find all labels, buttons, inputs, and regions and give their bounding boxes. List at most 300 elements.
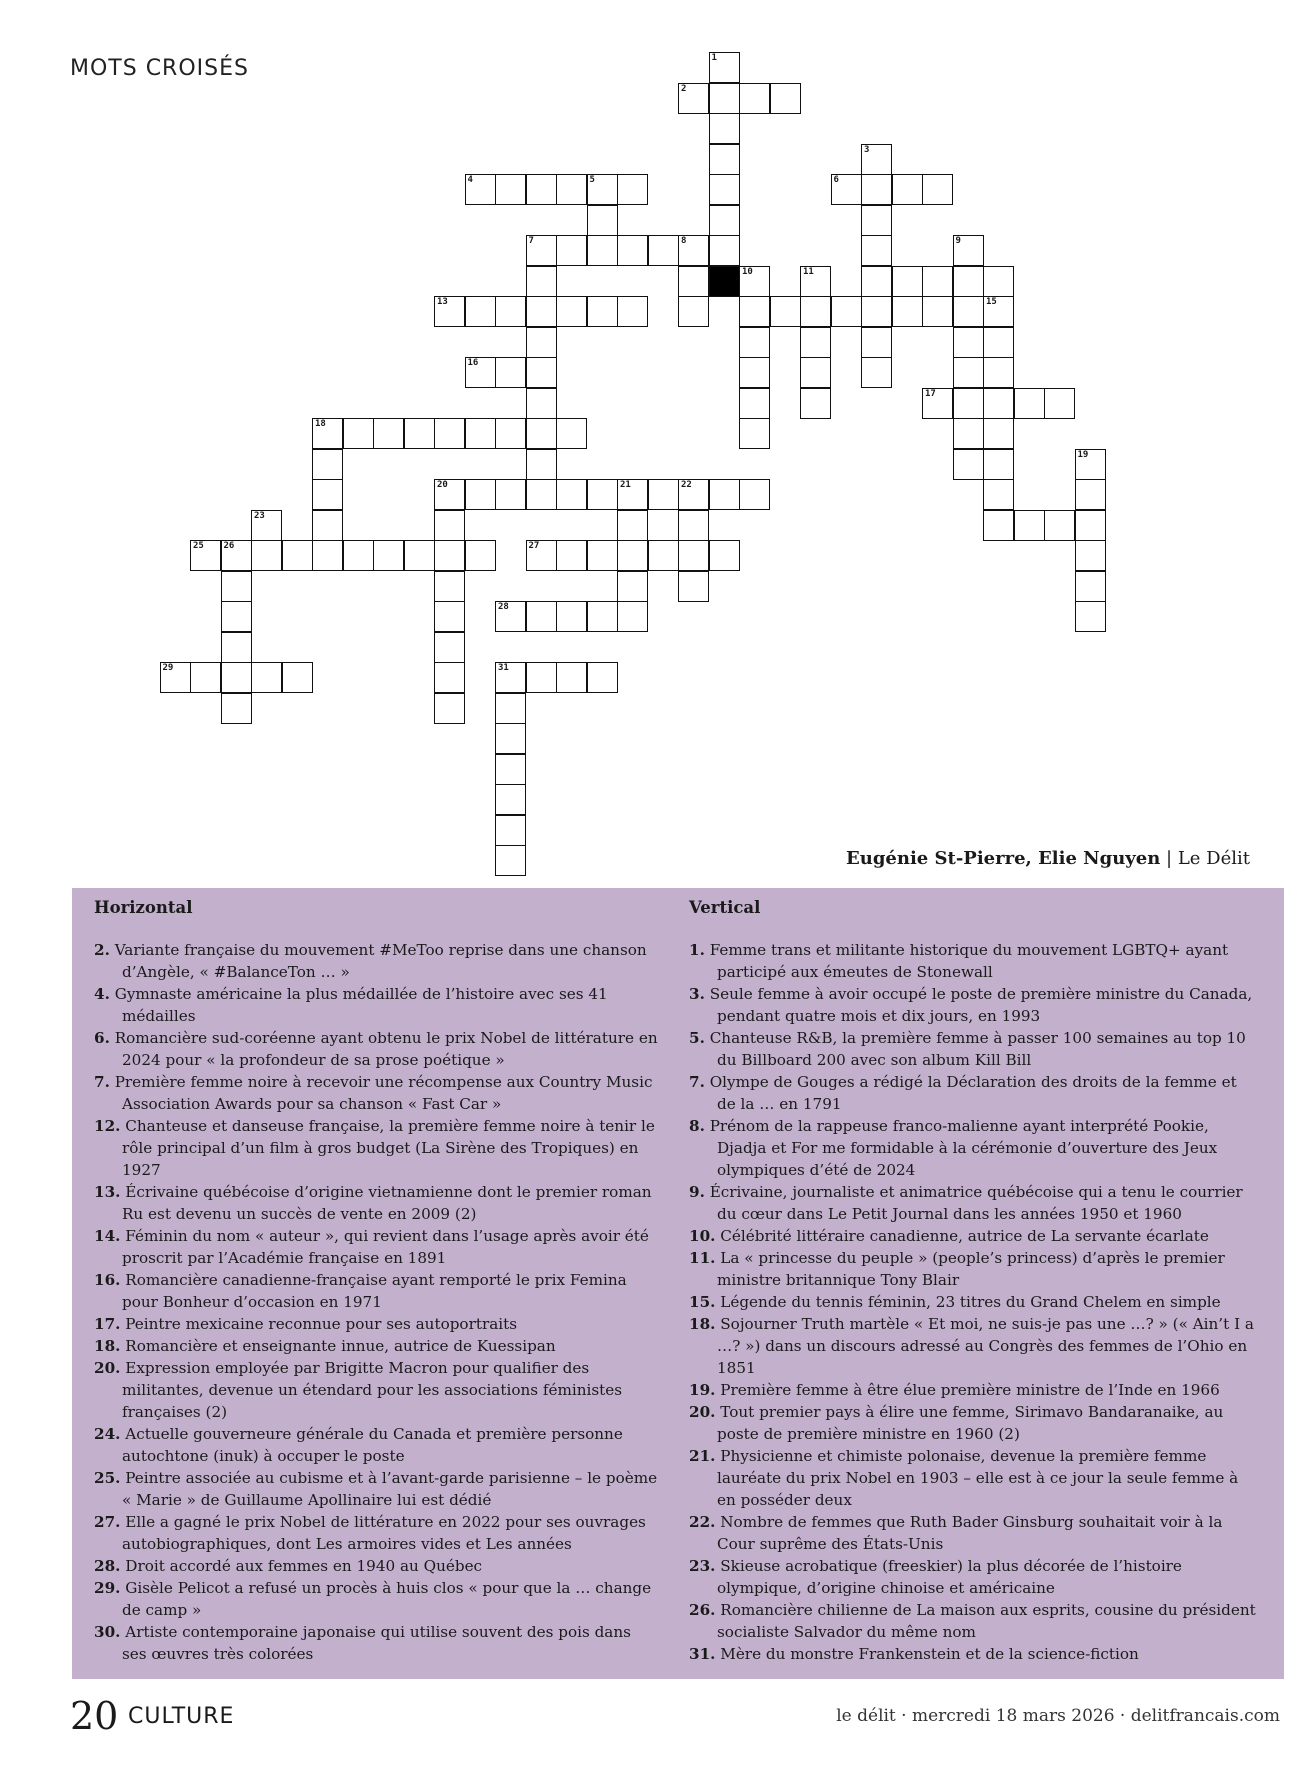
crossword-cell[interactable]: [678, 266, 709, 297]
crossword-cell[interactable]: [190, 662, 221, 693]
crossword-cell[interactable]: [617, 235, 648, 266]
crossword-cell[interactable]: [556, 235, 587, 266]
crossword-cell-27[interactable]: [526, 540, 557, 571]
horizontal-clue: [94, 1269, 659, 1313]
crossword-cell-29[interactable]: [160, 662, 191, 693]
clue-num: 9.: [689, 1183, 705, 1201]
crossword-cell[interactable]: [556, 174, 587, 205]
crossword-cell[interactable]: [953, 388, 984, 419]
clue-text: Sojourner Truth martèle « Et moi, ne suis-je pas une …? » (« Ain’t I a …? ») dans un discours adressé au Congrès des femmes de l’Ohio en 1851: [717, 1315, 1254, 1377]
crossword-cell[interactable]: [404, 418, 435, 449]
clue-num: 24.: [94, 1425, 121, 1443]
clue-num: 23.: [689, 1557, 716, 1575]
crossword-cell[interactable]: [861, 357, 892, 388]
crossword-grid: [0, 0, 1316, 890]
crossword-cell[interactable]: [1044, 510, 1075, 541]
clue-text: Chanteuse et danseuse française, la première femme noire à tenir le rôle principal d’un film à gros budget (La Sirène des Tropiques) en 1927: [122, 1117, 655, 1179]
crossword-cell[interactable]: [526, 327, 557, 358]
crossword-cell[interactable]: [221, 601, 252, 632]
horizontal-clue: [94, 1423, 659, 1467]
crossword-cell[interactable]: [709, 174, 740, 205]
clue-text: Première femme à être élue première ministre de l’Inde en 1966: [720, 1381, 1220, 1399]
crossword-cell[interactable]: [495, 296, 526, 327]
clue-number: 9: [955, 236, 961, 246]
crossword-cell[interactable]: [587, 601, 618, 632]
crossword-cell[interactable]: [434, 662, 465, 693]
crossword-cell[interactable]: [526, 357, 557, 388]
crossword-cell[interactable]: [221, 632, 252, 663]
crossword-cell[interactable]: [221, 571, 252, 602]
crossword-cell[interactable]: [526, 449, 557, 480]
clue-num: 22.: [689, 1513, 716, 1531]
crossword-cell[interactable]: [434, 693, 465, 724]
footer-section: CULTURE: [128, 1704, 235, 1729]
clue-text: Romancière canadienne-française ayant remporté le prix Femina pour Bonheur d’occasion en 1971: [122, 1271, 627, 1311]
crossword-cell[interactable]: [617, 174, 648, 205]
crossword-cell-23[interactable]: [251, 510, 282, 541]
crossword-cell[interactable]: [953, 357, 984, 388]
crossword-cell[interactable]: [495, 418, 526, 449]
credit-authors: Eugénie St-Pierre, Elie Nguyen: [846, 848, 1161, 869]
crossword-cell-21[interactable]: [617, 479, 648, 510]
crossword-cell-25[interactable]: [190, 540, 221, 571]
clue-text: Seule femme à avoir occupé le poste de première ministre du Canada, pendant quatre mois et dix jours, en 1993: [709, 985, 1253, 1025]
crossword-cell-20[interactable]: [434, 479, 465, 510]
clue-text: Skieuse acrobatique (freeskier) la plus décorée de l’histoire olympique, d’origine chinoise et américaine: [717, 1557, 1182, 1597]
section-title: MOTS CROISÉS: [70, 56, 249, 81]
crossword-cell-8[interactable]: [678, 235, 709, 266]
clue-text: Tout premier pays à élire une femme, Sirimavo Bandaranaike, au poste de première ministre en 1960 (2): [717, 1403, 1224, 1443]
crossword-cell[interactable]: [495, 479, 526, 510]
crossword-cell[interactable]: [861, 296, 892, 327]
crossword-cell-5[interactable]: [587, 174, 618, 205]
vertical-clue: [689, 1181, 1259, 1225]
clue-text: Première femme noire à recevoir une récompense aux Country Music Association Awards pour sa chanson « Fast Car »: [114, 1073, 653, 1113]
clue-num: 3.: [689, 985, 705, 1003]
clue-number: 15: [986, 297, 997, 307]
clue-text: Actuelle gouverneure générale du Canada et première personne autochtone (inuk) à occuper le poste: [122, 1425, 623, 1465]
clue-number: 1: [711, 53, 717, 63]
crossword-cell-16[interactable]: [465, 357, 496, 388]
horizontal-clue: [94, 1335, 659, 1357]
horizontal-title: Horizontal: [94, 898, 193, 917]
crossword-cell[interactable]: [861, 205, 892, 236]
crossword-cell[interactable]: [556, 418, 587, 449]
crossword-cell[interactable]: [556, 601, 587, 632]
crossword-cell-13[interactable]: [434, 296, 465, 327]
clue-text: La « princesse du peuple » (people’s princess) d’après le premier ministre britannique Tony Blair: [717, 1249, 1225, 1289]
clue-text: Chanteuse R&B, la première femme à passer 100 semaines au top 10 du Billboard 200 avec son album Kill Bill: [709, 1029, 1246, 1069]
clue-text: Gisèle Pelicot a refusé un procès à huis clos « pour que la … change de camp »: [122, 1579, 652, 1619]
clue-text: Olympe de Gouges a rédigé la Déclaration des droits de la femme et de la … en 1791: [709, 1073, 1237, 1113]
crossword-cell-9[interactable]: [953, 235, 984, 266]
vertical-clue: [689, 939, 1259, 983]
crossword-cell-22[interactable]: [678, 479, 709, 510]
footer-dateline: le délit · mercredi 18 mars 2026 · delitfrancais.com: [836, 1706, 1280, 1726]
clue-num: 21.: [689, 1447, 716, 1465]
crossword-cell[interactable]: [709, 540, 740, 571]
crossword-cell[interactable]: [495, 693, 526, 724]
crossword-cell[interactable]: [1075, 479, 1106, 510]
crossword-cell[interactable]: [861, 327, 892, 358]
crossword-cell[interactable]: [922, 174, 953, 205]
crossword-cell[interactable]: [343, 418, 374, 449]
vertical-clue: [689, 1401, 1259, 1445]
clue-num: 13.: [94, 1183, 121, 1201]
crossword-cell[interactable]: [312, 449, 343, 480]
crossword-cell[interactable]: [953, 449, 984, 480]
crossword-cell[interactable]: [312, 479, 343, 510]
clue-text: Féminin du nom « auteur », qui revient dans l’usage après avoir été proscrit par l’Académie française en 1891: [122, 1227, 649, 1267]
crossword-cell[interactable]: [983, 449, 1014, 480]
crossword-cell[interactable]: [739, 327, 770, 358]
clue-text: Romancière et enseignante innue, autrice de Kuessipan: [125, 1337, 556, 1355]
clue-number: 22: [681, 480, 692, 490]
horizontal-clue: [94, 983, 659, 1027]
clue-num: 17.: [94, 1315, 121, 1333]
crossword-cell[interactable]: [953, 266, 984, 297]
crossword-cell[interactable]: [892, 174, 923, 205]
crossword-cell[interactable]: [495, 845, 526, 876]
crossword-cell[interactable]: [709, 83, 740, 114]
vertical-clue: [689, 983, 1259, 1027]
crossword-cell-28[interactable]: [495, 601, 526, 632]
clue-text: Mère du monstre Frankenstein et de la science-fiction: [720, 1645, 1139, 1663]
crossword-cell[interactable]: [983, 266, 1014, 297]
crossword-cell[interactable]: [1014, 388, 1045, 419]
crossword-cell[interactable]: [648, 235, 679, 266]
crossword-cell[interactable]: [465, 540, 496, 571]
crossword-cell[interactable]: [1044, 388, 1075, 419]
crossword-cell[interactable]: [434, 540, 465, 571]
crossword-cell[interactable]: [373, 418, 404, 449]
vertical-clue: [689, 1643, 1259, 1665]
clue-text: Droit accordé aux femmes en 1940 au Québec: [125, 1557, 483, 1575]
clue-num: 7.: [94, 1073, 110, 1091]
crossword-cell[interactable]: [617, 296, 648, 327]
clue-text: Expression employée par Brigitte Macron pour qualifier des militantes, devenue un étendard pour les associations féministes françaises (2): [122, 1359, 623, 1421]
horizontal-clue: [94, 1357, 659, 1423]
crossword-cell[interactable]: [770, 83, 801, 114]
crossword-cell[interactable]: [556, 540, 587, 571]
crossword-cell[interactable]: [526, 662, 557, 693]
horizontal-clues: [94, 898, 659, 1665]
clue-number: 7: [528, 236, 534, 246]
clue-number: 25: [193, 541, 204, 551]
crossword-cell[interactable]: [709, 113, 740, 144]
crossword-cell[interactable]: [251, 540, 282, 571]
crossword-cell-6[interactable]: [831, 174, 862, 205]
clue-number: 6: [833, 175, 839, 185]
crossword-cell-31[interactable]: [495, 662, 526, 693]
clue-text: Célébrité littéraire canadienne, autrice de La servante écarlate: [720, 1227, 1209, 1245]
crossword-cell[interactable]: [617, 540, 648, 571]
clue-num: 28.: [94, 1557, 121, 1575]
clue-number: 11: [803, 266, 814, 277]
clue-number: 19: [1077, 449, 1089, 460]
crossword-cell[interactable]: [739, 357, 770, 388]
crossword-cell[interactable]: [861, 174, 892, 205]
crossword-cell[interactable]: [465, 479, 496, 510]
clue-text: Femme trans et militante historique du mouvement LGBTQ+ ayant participé aux émeutes de Stonewall: [709, 941, 1229, 981]
crossword-cell[interactable]: [495, 754, 526, 785]
crossword-cell[interactable]: [739, 83, 770, 114]
crossword-cell[interactable]: [404, 540, 435, 571]
crossword-cell[interactable]: [434, 601, 465, 632]
clue-num: 25.: [94, 1469, 121, 1487]
crossword-cell[interactable]: [495, 174, 526, 205]
crossword-cell[interactable]: [1075, 510, 1106, 541]
crossword-cell[interactable]: [434, 510, 465, 541]
clue-text: Elle a gagné le prix Nobel de littérature en 2022 pour ses ouvrages autobiographiques, dont Les armoires vides et Les années: [122, 1513, 646, 1553]
clue-text: Physicienne et chimiste polonaise, devenue la première femme lauréate du prix Nobel en 1903 – elle est à ce jour la seule femme à en posséder deux: [717, 1447, 1239, 1509]
crossword-cell[interactable]: [892, 296, 923, 327]
crossword-cell[interactable]: [617, 510, 648, 541]
crossword-cell[interactable]: [1075, 540, 1106, 571]
crossword-cell[interactable]: [983, 388, 1014, 419]
crossword-cell[interactable]: [617, 571, 648, 602]
crossword-cell[interactable]: [282, 662, 313, 693]
crossword-cell[interactable]: [648, 540, 679, 571]
crossword-cell[interactable]: [709, 144, 740, 175]
crossword-cell[interactable]: [1075, 601, 1106, 632]
crossword-cell[interactable]: [922, 296, 953, 327]
horizontal-clue: [94, 1027, 659, 1071]
crossword-cell[interactable]: [739, 296, 770, 327]
horizontal-clue: [94, 1181, 659, 1225]
clue-number: 16: [467, 358, 479, 368]
crossword-cell[interactable]: [587, 540, 618, 571]
crossword-cell[interactable]: [922, 266, 953, 297]
clue-num: 4.: [94, 985, 110, 1003]
crossword-cell[interactable]: [678, 571, 709, 602]
crossword-cell[interactable]: [587, 662, 618, 693]
clue-number: 8: [681, 236, 687, 246]
horizontal-clue: [94, 1467, 659, 1511]
crossword-cell[interactable]: [587, 296, 618, 327]
horizontal-clue: [94, 1555, 659, 1577]
clue-text: Gymnaste américaine la plus médaillée de l’histoire avec ses 41 médailles: [114, 985, 608, 1025]
clue-num: 26.: [689, 1601, 716, 1619]
clue-text: Variante française du mouvement #MeToo reprise dans une chanson d’Angèle, « #BalanceTon … »: [114, 941, 647, 981]
clue-number: 20: [437, 480, 448, 490]
clue-text: Romancière sud-coréenne ayant obtenu le prix Nobel de littérature en 2024 pour « la profondeur de sa prose poétique »: [114, 1029, 658, 1069]
clue-text: Peintre associée au cubisme et à l’avant-garde parisienne – le poème « Marie » de Guillaume Apollinaire lui est dédié: [122, 1469, 658, 1509]
crossword-cell[interactable]: [526, 296, 557, 327]
crossword-cell[interactable]: [739, 388, 770, 419]
crossword-cell[interactable]: [983, 510, 1014, 541]
clue-text: Nombre de femmes que Ruth Bader Ginsburg souhaitait voir à la Cour suprême des États-Unis: [717, 1513, 1223, 1553]
crossword-cell[interactable]: [526, 174, 557, 205]
clue-number: 17: [925, 388, 936, 399]
crossword-cell[interactable]: [251, 662, 282, 693]
clue-text: Écrivaine, journaliste et animatrice québécoise qui a tenu le courrier du cœur dans Le Petit Journal dans les années 1950 et 1960: [709, 1183, 1243, 1223]
crossword-cell[interactable]: [587, 205, 618, 236]
crossword-cell-11[interactable]: [800, 266, 831, 297]
horizontal-clue: [94, 1577, 659, 1621]
clue-number: 29: [162, 663, 174, 673]
crossword-cell[interactable]: [526, 418, 557, 449]
crossword-cell-10[interactable]: [739, 266, 770, 297]
crossword-cell[interactable]: [465, 296, 496, 327]
vertical-clue: [689, 1115, 1259, 1181]
crossword-cell[interactable]: [282, 540, 313, 571]
crossword-cell[interactable]: [953, 327, 984, 358]
crossword-cell[interactable]: [434, 418, 465, 449]
crossword-cell[interactable]: [221, 693, 252, 724]
crossword-cell[interactable]: [709, 235, 740, 266]
crossword-cell[interactable]: [221, 662, 252, 693]
clue-text: Peintre mexicaine reconnue pour ses autoportraits: [125, 1315, 518, 1333]
vertical-clue: [689, 1445, 1259, 1511]
crossword-cell[interactable]: [953, 296, 984, 327]
horizontal-clue: [94, 1115, 659, 1181]
clue-num: 27.: [94, 1513, 121, 1531]
crossword-cell[interactable]: [648, 479, 679, 510]
crossword-cell-15[interactable]: [983, 296, 1014, 327]
crossword-cell[interactable]: [556, 662, 587, 693]
clue-num: 31.: [689, 1645, 716, 1663]
crossword-cell-18[interactable]: [312, 418, 343, 449]
crossword-cell[interactable]: [800, 357, 831, 388]
crossword-cell[interactable]: [709, 205, 740, 236]
vertical-clue: [689, 1027, 1259, 1071]
crossword-cell[interactable]: [709, 479, 740, 510]
clue-num: 7.: [689, 1073, 705, 1091]
vertical-clue: [689, 1511, 1259, 1555]
horizontal-clue: [94, 1225, 659, 1269]
clue-number: 31: [498, 663, 509, 673]
crossword-cell[interactable]: [526, 266, 557, 297]
clue-number: 13: [437, 297, 448, 307]
crossword-cell[interactable]: [800, 296, 831, 327]
vertical-clue: [689, 1379, 1259, 1401]
crossword-cell[interactable]: [587, 479, 618, 510]
clue-text: Légende du tennis féminin, 23 titres du Grand Chelem en simple: [720, 1293, 1221, 1311]
clue-text: Artiste contemporaine japonaise qui utilise souvent des pois dans ses œuvres très colorées: [122, 1623, 631, 1663]
crossword-cell[interactable]: [739, 479, 770, 510]
crossword-cell-2[interactable]: [678, 83, 709, 114]
vertical-clue: [689, 1071, 1259, 1115]
crossword-cell[interactable]: [556, 479, 587, 510]
crossword-cell[interactable]: [892, 266, 923, 297]
crossword-cell[interactable]: [861, 266, 892, 297]
clue-number: 28: [498, 602, 509, 612]
clue-num: 12.: [94, 1117, 121, 1135]
clue-num: 18.: [94, 1337, 121, 1355]
vertical-clue: [689, 1599, 1259, 1643]
crossword-cell[interactable]: [983, 479, 1014, 510]
vertical-clue: [689, 1225, 1259, 1247]
vertical-clue: [689, 1555, 1259, 1599]
crossword-cell[interactable]: [1075, 571, 1106, 602]
clue-num: 5.: [689, 1029, 705, 1047]
vertical-clue: [689, 1313, 1259, 1379]
clue-num: 2.: [94, 941, 110, 959]
clue-number: 10: [742, 266, 753, 277]
page-number: 20: [70, 1694, 119, 1738]
crossword-cell[interactable]: [983, 357, 1014, 388]
crossword-cell[interactable]: [526, 388, 557, 419]
clue-num: 6.: [94, 1029, 110, 1047]
clue-num: 15.: [689, 1293, 716, 1311]
crossword-cell[interactable]: [678, 540, 709, 571]
clue-text: Prénom de la rappeuse franco-malienne ayant interprété Pookie, Djadja et For me formidable à la cérémonie d’ouverture des Jeux olympiques d’été de 2024: [709, 1117, 1218, 1179]
crossword-cell-17[interactable]: [922, 388, 953, 419]
crossword-cell[interactable]: [373, 540, 404, 571]
crossword-cell-1[interactable]: [709, 52, 740, 83]
crossword-cell[interactable]: [678, 296, 709, 327]
credit-separator: |: [1160, 848, 1178, 869]
crossword-cell[interactable]: [617, 601, 648, 632]
clue-text: Romancière chilienne de La maison aux esprits, cousine du président socialiste Salvador du même nom: [717, 1601, 1256, 1641]
clue-num: 19.: [689, 1381, 716, 1399]
crossword-cell[interactable]: [800, 388, 831, 419]
clue-number: 18: [315, 419, 326, 429]
horizontal-clue: [94, 1511, 659, 1555]
crossword-cell[interactable]: [312, 540, 343, 571]
crossword-cell[interactable]: [312, 510, 343, 541]
clue-number: 26: [223, 541, 235, 551]
crossword-cell[interactable]: [1014, 510, 1045, 541]
clue-num: 1.: [689, 941, 705, 959]
crossword-cell[interactable]: [861, 235, 892, 266]
crossword-cell[interactable]: [556, 296, 587, 327]
clue-num: 14.: [94, 1227, 121, 1245]
clue-num: 10.: [689, 1227, 716, 1245]
crossword-cell[interactable]: [678, 510, 709, 541]
crossword-cell[interactable]: [983, 418, 1014, 449]
crossword-cell-4[interactable]: [465, 174, 496, 205]
crossword-cell[interactable]: [587, 235, 618, 266]
crossword-cell[interactable]: [434, 571, 465, 602]
crossword-cell-26[interactable]: [221, 540, 252, 571]
crossword-cell-3[interactable]: [861, 144, 892, 175]
crossword-cell[interactable]: [495, 815, 526, 846]
crossword-cell[interactable]: [495, 784, 526, 815]
black-cell: [709, 266, 740, 297]
crossword-cell[interactable]: [526, 601, 557, 632]
crossword-cell-7[interactable]: [526, 235, 557, 266]
crossword-cell[interactable]: [526, 479, 557, 510]
crossword-cell[interactable]: [495, 357, 526, 388]
crossword-cell[interactable]: [770, 296, 801, 327]
crossword-cell[interactable]: [983, 327, 1014, 358]
clue-number: 5: [589, 175, 595, 185]
vertical-clues: [689, 898, 1259, 1665]
clue-num: 16.: [94, 1271, 121, 1289]
clue-num: 30.: [94, 1623, 121, 1641]
clue-num: 29.: [94, 1579, 121, 1597]
crossword-cell[interactable]: [953, 418, 984, 449]
crossword-cell[interactable]: [465, 418, 496, 449]
credit: [846, 848, 1250, 869]
horizontal-clue: [94, 939, 659, 983]
crossword-cell[interactable]: [434, 632, 465, 663]
crossword-cell[interactable]: [739, 418, 770, 449]
crossword-cell[interactable]: [831, 296, 862, 327]
crossword-cell[interactable]: [495, 723, 526, 754]
credit-publication: Le Délit: [1177, 848, 1250, 869]
horizontal-clue: [94, 1313, 659, 1335]
clue-text: Écrivaine québécoise d’origine vietnamienne dont le premier roman Ru est devenu un succès de vente en 2009 (2): [122, 1183, 652, 1223]
crossword-cell[interactable]: [343, 540, 374, 571]
vertical-clue: [689, 1291, 1259, 1313]
clue-num: 11.: [689, 1249, 716, 1267]
crossword-cell-19[interactable]: [1075, 449, 1106, 480]
vertical-title: Vertical: [689, 898, 761, 917]
crossword-cell[interactable]: [800, 327, 831, 358]
